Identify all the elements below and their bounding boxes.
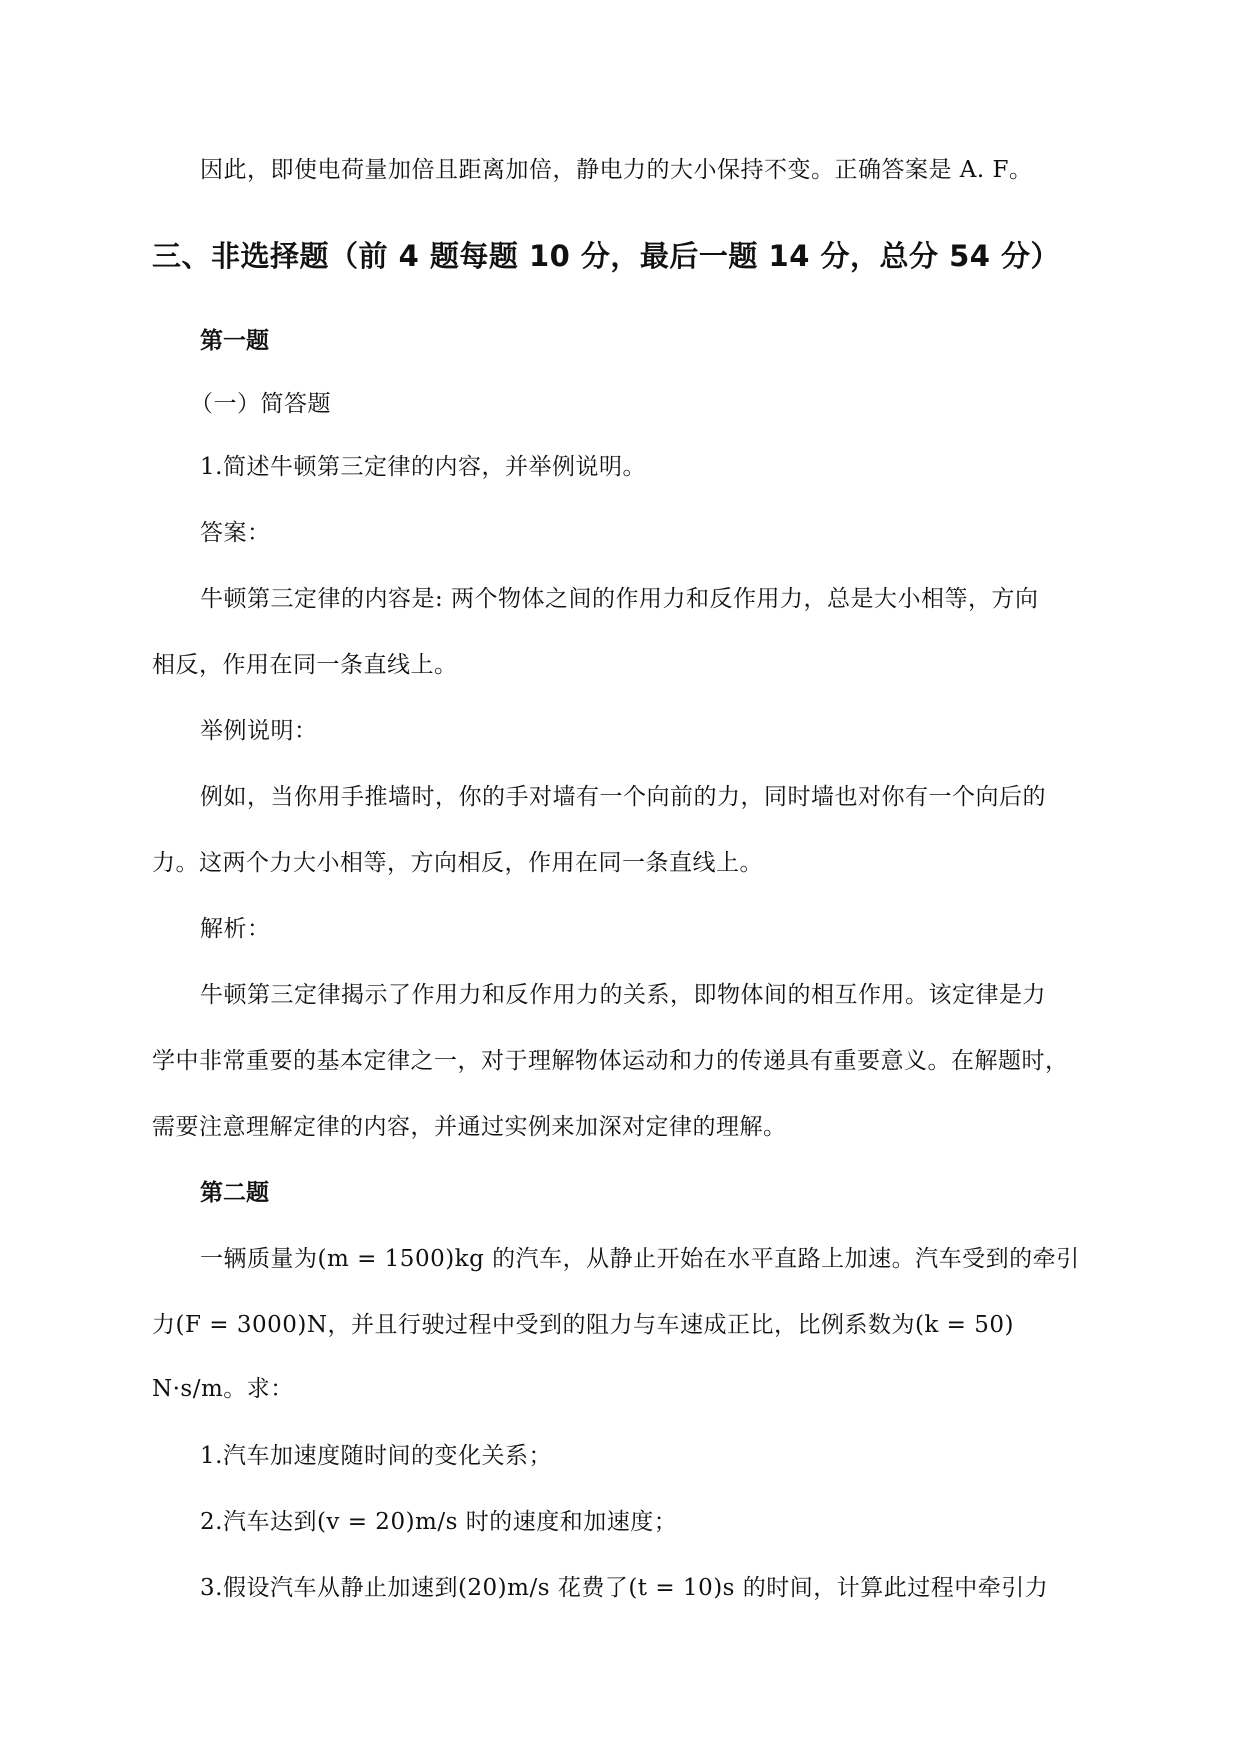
q2-item2: 2.汽车达到(v = 20)m/s 时的速度和加速度； — [200, 1509, 678, 1535]
q2-item1: 1.汽车加速度随时间的变化关系； — [200, 1443, 552, 1469]
q1-example-line2: 力。这两个力大小相等，方向相反，作用在同一条直线上。 — [152, 850, 763, 876]
q1-analysis-line3: 需要注意理解定律的内容，并通过实例来加深对定律的理解。 — [152, 1114, 787, 1140]
q1-answer-line1: 牛顿第三定律的内容是: 两个物体之间的作用力和反作用力，总是大小相等，方向 — [200, 586, 1039, 612]
q1-question: 1.简述牛顿第三定律的内容，并举例说明。 — [200, 454, 646, 480]
q1-example-label: 举例说明： — [200, 718, 318, 744]
q1-part: （一）简答题 — [190, 391, 331, 417]
q2-title: 第二题 — [200, 1180, 269, 1206]
q2-stem-line3: N·s/m。求： — [152, 1376, 294, 1402]
section-heading: 三、非选择题（前 4 题每题 10 分，最后一题 14 分，总分 54 分） — [152, 239, 1061, 273]
q1-answer-line2: 相反，作用在同一条直线上。 — [152, 652, 458, 678]
q1-example-line1: 例如，当你用手推墙时，你的手对墙有一个向前的力，同时墙也对你有一个向后的 — [200, 784, 1046, 810]
q1-title: 第一题 — [200, 328, 269, 354]
intro-line: 因此，即使电荷量加倍且距离加倍，静电力的大小保持不变。正确答案是 A. F。 — [200, 157, 1033, 183]
q2-item3: 3.假设汽车从静止加速到(20)m/s 花费了(t = 10)s 的时间，计算此过程中牵引力 — [200, 1575, 1049, 1601]
q2-stem-line2: 力(F = 3000)N，并且行驶过程中受到的阻力与车速成正比，比例系数为(k = 50) — [152, 1312, 1014, 1338]
q1-answer-label: 答案： — [200, 520, 271, 546]
q1-analysis-line1: 牛顿第三定律揭示了作用力和反作用力的关系，即物体间的相互作用。该定律是力 — [200, 982, 1046, 1008]
q1-analysis-label: 解析： — [200, 916, 271, 942]
q1-analysis-line2: 学中非常重要的基本定律之一，对于理解物体运动和力的传递具有重要意义。在解题时， — [152, 1048, 1069, 1074]
q2-stem-line1: 一辆质量为(m = 1500)kg 的汽车，从静止开始在水平直路上加速。汽车受到的牵引 — [200, 1246, 1080, 1272]
